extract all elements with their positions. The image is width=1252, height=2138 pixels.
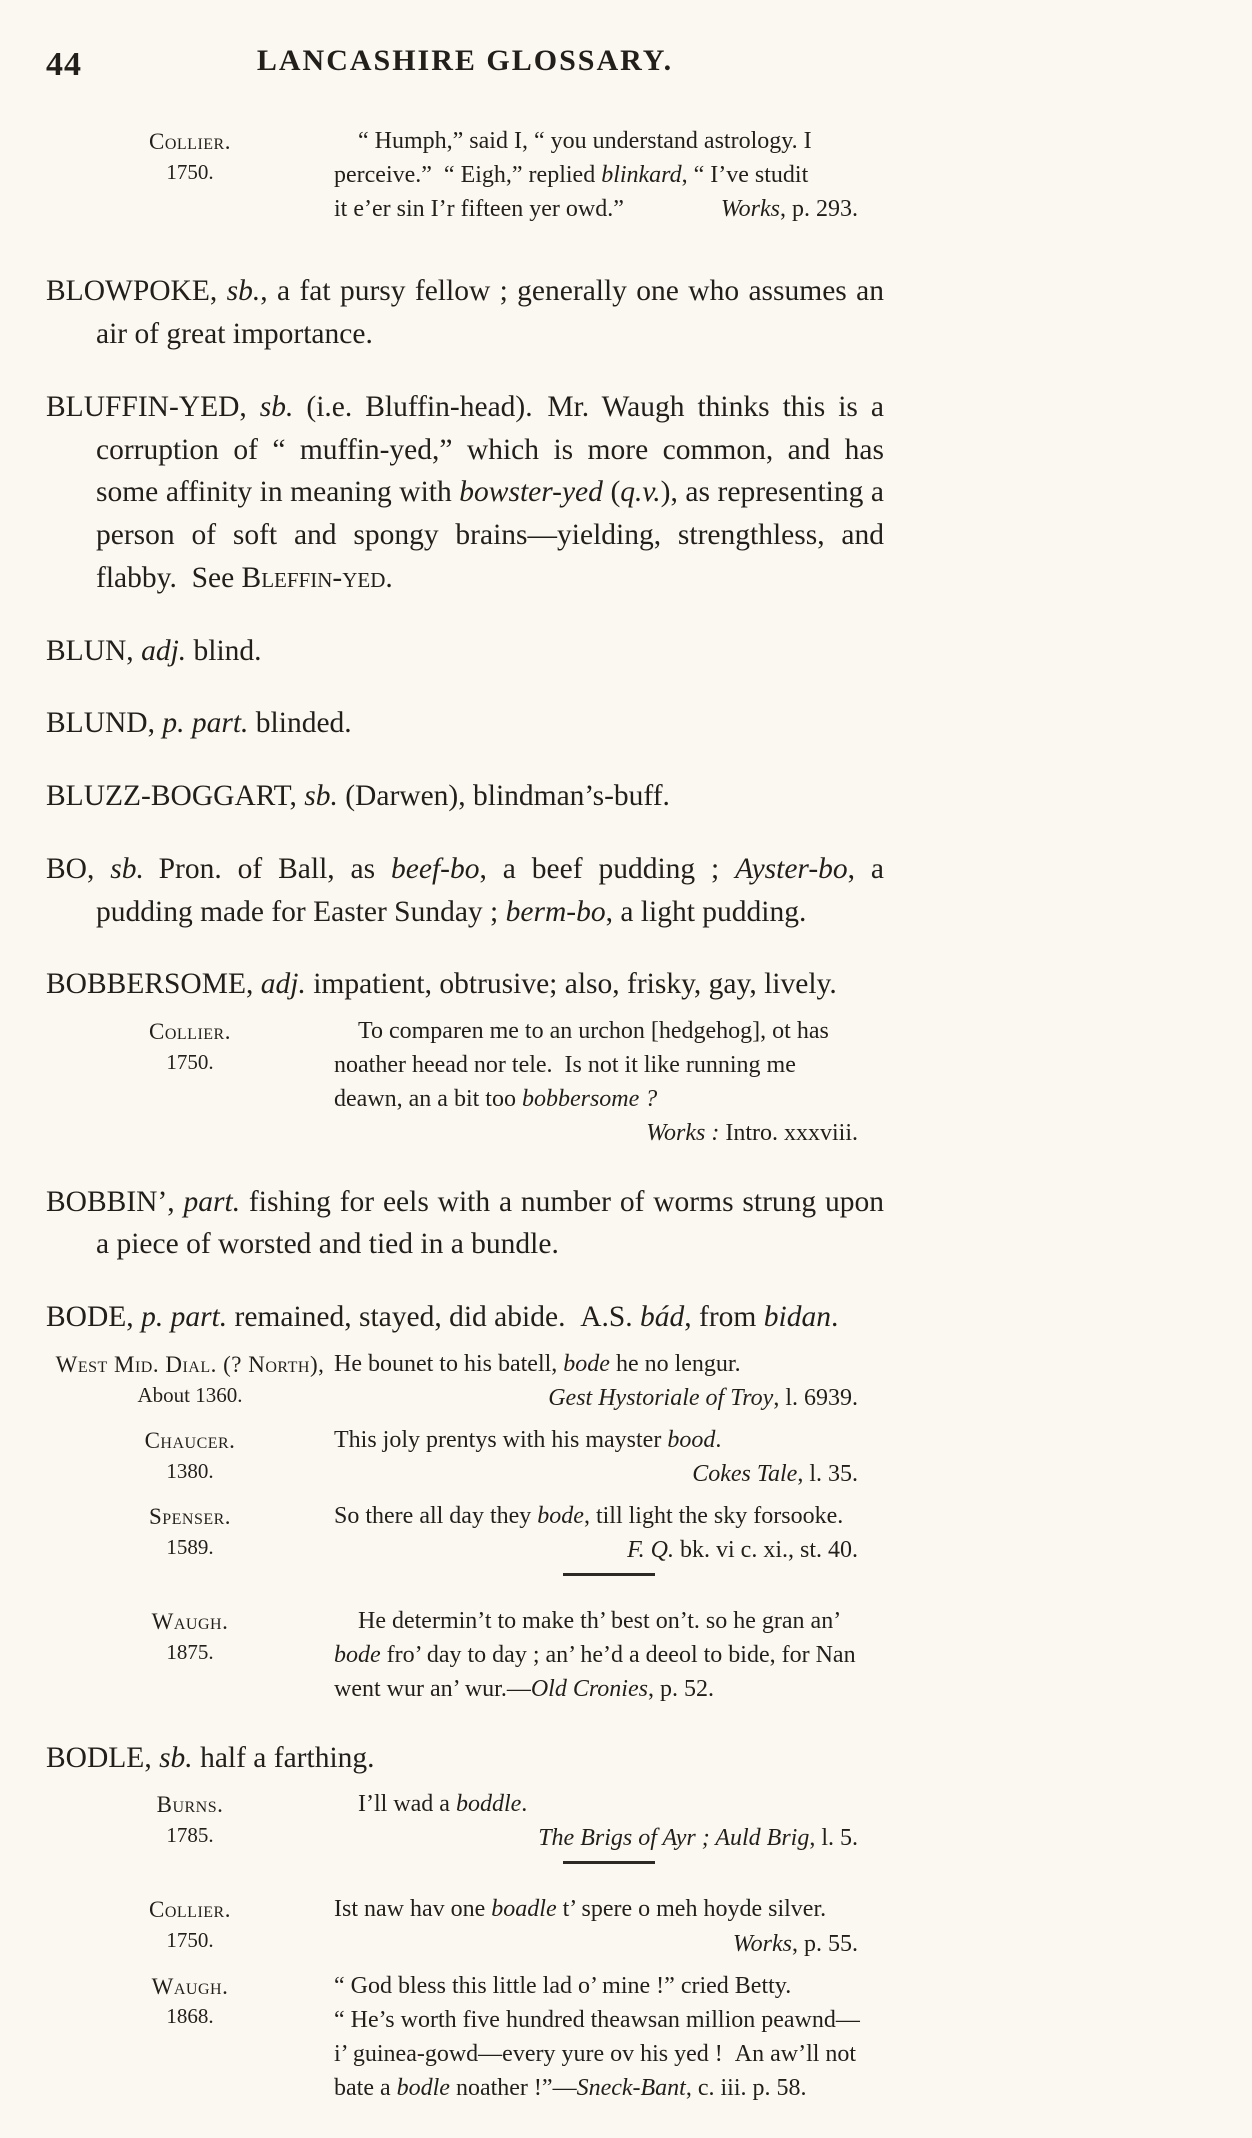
quote-line: To comparen me to an urchon [hedgehog], ot has <box>358 1018 829 1045</box>
citation-west-mid-dial <box>46 1347 884 1415</box>
divider-rule <box>563 1861 655 1864</box>
citation-year: 1750. <box>166 159 214 184</box>
citation-source: Collier. <box>149 129 231 154</box>
entry-bode: BODE, p. part. remained, stayed, did abide. A.S. bád, from bidan. <box>46 1301 839 1334</box>
citation-waugh-1868 <box>46 1969 884 2105</box>
citation-attribution <box>46 1892 334 1960</box>
quote-source-ref: Cokes Tale, l. 35. <box>692 1461 858 1488</box>
page-title: LANCASHIRE GLOSSARY. <box>256 44 674 77</box>
citation-quote <box>334 1969 884 2105</box>
entry-bluffin-yed: BLUFFIN-YED, sb. (i.e. Bluffin-head). Mr. Waugh thinks this is a corruption of “ muffin-yed,” which is more common, and has some affinity in meaning with bowster-yed (q.v.), as representing a person of soft and spongy brains—yielding, strengthless, and flabby. See Bleffin-yed. <box>46 390 884 594</box>
citation-year: 1785. <box>166 1823 214 1848</box>
quote-line: Ist naw hav one boadle t’ spere o meh hoyde silver. <box>334 1896 827 1923</box>
quote-line: perceive.” “ Eigh,” replied blinkard, “ I’ve studit <box>334 162 809 189</box>
citation-burns <box>46 1787 884 1855</box>
citation-source: Chaucer. <box>144 1427 236 1453</box>
citation-quote <box>334 124 884 226</box>
entry-bobbin: BOBBIN’, part. fishing for eels with a number of worms strung upon a piece of worsted and tied in a bundle. <box>46 1185 884 1261</box>
citation-waugh-1875 <box>46 1604 884 1706</box>
entry-blowpoke: BLOWPOKE, sb., a fat pursy fellow ; generally one who assumes an air of great importance. <box>46 275 884 350</box>
citation-chaucer <box>46 1423 884 1491</box>
quote-line: bode fro’ day to day ; an’ he’d a deeol to bide, for Nan <box>334 1642 856 1669</box>
citation-quote <box>334 1892 884 1960</box>
quote-line: So there all day they bode, till light the sky forsooke. <box>334 1503 844 1530</box>
quote-line: bate a bodle noather !”—Sneck-Bant, c. iii. p. 58. <box>334 2074 807 2101</box>
quote-line: deawn, an a bit too bobbersome ? <box>334 1086 658 1113</box>
citation-attribution <box>46 1423 334 1491</box>
citation-quote <box>334 1604 884 1706</box>
citation-collier-bobbersome <box>46 1014 884 1150</box>
page-content <box>46 44 884 2105</box>
citation-year: 1380. <box>166 1458 214 1483</box>
section-divider <box>334 1861 884 1864</box>
quote-source-ref: Works, p. 55. <box>732 1930 858 1957</box>
citation-quote <box>334 1347 884 1415</box>
citation-attribution <box>46 1787 334 1855</box>
quote-source-line <box>334 1927 884 1961</box>
citation-source: Waugh. <box>151 1609 229 1635</box>
citation-year: 1750. <box>166 1928 214 1953</box>
citation-source: Waugh. <box>151 1973 229 1999</box>
quote-line: “ He’s worth five hundred theawsan million peawnd— <box>334 2006 860 2033</box>
entry-bodle: BODLE, sb. half a farthing. <box>46 1741 375 1774</box>
quote-source-ref: The Brigs of Ayr ; Auld Brig, l. 5. <box>538 1825 858 1852</box>
citation-spenser <box>46 1499 884 1567</box>
entry-bluzz-boggart: BLUZZ-BOGGART, sb. (Darwen), blindman’s-buff. <box>46 780 670 813</box>
citation-year: 1868. <box>166 2004 214 2029</box>
citation-source: West Mid. Dial. (? North), <box>55 1351 325 1377</box>
quote-source-line <box>334 1381 884 1415</box>
citation-source: Burns. <box>156 1792 224 1818</box>
page-header <box>46 44 884 90</box>
quote-source-line <box>334 1533 884 1567</box>
citation-attribution <box>46 1499 334 1567</box>
quote-line: This joly prentys with his mayster bood. <box>334 1426 722 1453</box>
citation-source: Collier. <box>149 1019 231 1045</box>
quote-source-ref: Works, p. 293. <box>720 196 858 223</box>
quote-source-line <box>334 1821 884 1855</box>
citation-quote <box>334 1499 884 1567</box>
entry-bo: BO, sb. Pron. of Ball, as beef-bo, a beef pudding ; Ayster-bo, a pudding made for Easter Sunday ; berm-bo, a light pudding. <box>46 852 885 928</box>
citation-attribution <box>46 1969 334 2105</box>
quote-text: it e’er sin I’r fifteen yer owd.” <box>334 196 624 223</box>
citation-quote <box>334 1014 884 1150</box>
citation-quote <box>334 1423 884 1491</box>
citation-year: 1750. <box>166 1049 214 1074</box>
citation-attribution <box>46 1347 334 1415</box>
citation-year: 1589. <box>166 1534 214 1559</box>
quote-line: He determin’t to make th’ best on’t. so he gran an’ <box>358 1608 842 1635</box>
quote-source-ref: F. Q. bk. vi c. xi., st. 40. <box>627 1537 858 1564</box>
quote-line: He bounet to his batell, bode he no lengur. <box>334 1350 741 1377</box>
citation-attribution <box>46 124 334 226</box>
citation-quote <box>334 1787 884 1855</box>
quote-source-line <box>334 1457 884 1491</box>
quote-line: “ Humph,” said I, “ you understand astrology. I <box>358 128 812 154</box>
section-divider <box>334 1573 884 1576</box>
entry-blun: BLUN, adj. blind. <box>46 634 262 667</box>
citation-attribution <box>46 1604 334 1706</box>
entry-bobbersome: BOBBERSOME, adj. impatient, obtrusive; also, frisky, gay, lively. <box>46 968 837 1001</box>
citation-collier-bodle <box>46 1892 884 1960</box>
page-number: 44 <box>46 46 82 83</box>
quote-source-ref: Gest Hystoriale of Troy, l. 6939. <box>548 1384 858 1411</box>
citation-year: 1875. <box>166 1640 214 1665</box>
quote-line: went wur an’ wur.—Old Cronies, p. 52. <box>334 1676 714 1703</box>
divider-rule <box>563 1573 655 1576</box>
quote-line <box>334 192 884 226</box>
quote-line: noather heead nor tele. Is not it like running me <box>334 1052 796 1079</box>
quote-source-ref: Works : Intro. xxxviii. <box>646 1120 858 1147</box>
citation-attribution <box>46 1014 334 1150</box>
citation-year: About 1360. <box>137 1382 243 1407</box>
citation-source: Spenser. <box>148 1504 232 1530</box>
citation-collier-astrology <box>46 124 884 226</box>
entry-blund: BLUND, p. part. blinded. <box>46 707 352 740</box>
quote-line: i’ guinea-gowd—every yure ov his yed ! An aw’ll not <box>334 2040 857 2067</box>
quote-source-line <box>334 1116 884 1150</box>
quote-line: “ God bless this little lad o’ mine !” cried Betty. <box>334 1972 792 1999</box>
quote-line: I’ll wad a boddle. <box>358 1791 528 1818</box>
citation-source: Collier. <box>149 1897 231 1923</box>
